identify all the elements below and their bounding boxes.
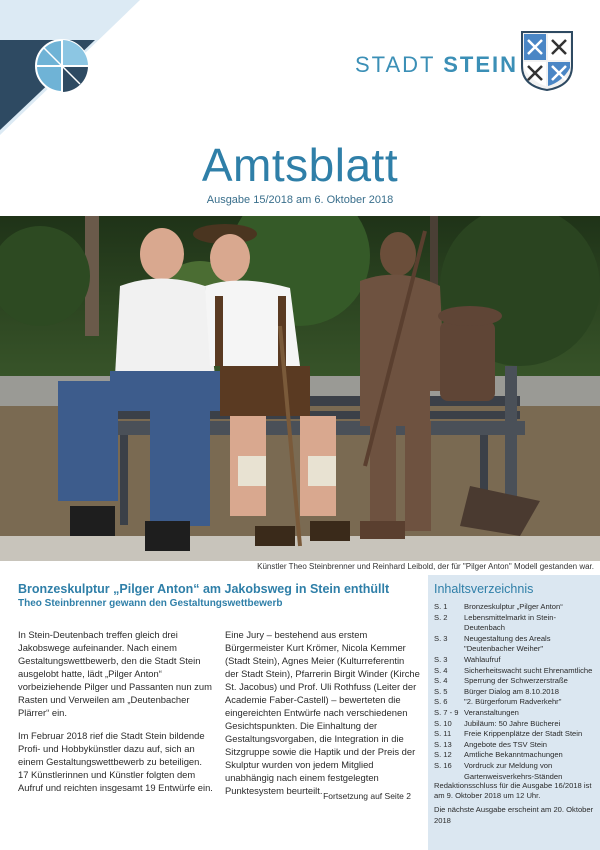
toc-page: S. 7 - 9 bbox=[434, 707, 459, 717]
brand-wordmark bbox=[355, 52, 518, 78]
toc-item[interactable] bbox=[434, 740, 596, 751]
toc-item[interactable] bbox=[434, 750, 596, 761]
toc-page: S. 3 bbox=[434, 633, 448, 643]
toc-list bbox=[434, 602, 596, 782]
toc-page: S. 4 bbox=[434, 676, 448, 686]
toc-text: Freie Krippenplätze der Stadt Stein bbox=[464, 729, 583, 739]
city-logo-corner bbox=[0, 0, 140, 135]
toc-text: Jubiläum: 50 Jahre Bücherei bbox=[464, 718, 561, 728]
toc-item[interactable] bbox=[434, 708, 596, 719]
cover-photo bbox=[0, 216, 600, 561]
toc-text: Amtliche Bekanntmachungen bbox=[464, 750, 563, 760]
page-title: Amtsblatt bbox=[201, 139, 399, 191]
article-paragraph: Im Februar 2018 rief die Stadt Stein bildende Profi- und Hobbykünstler dazu auf, sich an einem Gestaltungswettbewerb zu beteiligen. 17 Künstlerinnen und Künstler folgten dem Aufruf und reichten insgesamt 19 Entwürfe ein. bbox=[18, 730, 213, 793]
article-column-2 bbox=[225, 628, 420, 807]
toc-item[interactable] bbox=[434, 602, 596, 613]
toc-page: S. 4 bbox=[434, 665, 448, 675]
article-headline: Bronzeskulptur „Pilger Anton“ am Jakobsweg in Stein enthüllt bbox=[18, 582, 390, 596]
toc-text: Bürger Dialog am 8.10.2018 bbox=[464, 686, 559, 696]
toc-title: Inhaltsverzeichnis bbox=[434, 582, 534, 596]
toc-text: Sperrung der Schwerzerstraße bbox=[464, 676, 568, 686]
toc-text: Neugestaltung des Areals "Deutenbacher Weiher" bbox=[464, 633, 551, 654]
toc-page: S. 5 bbox=[434, 686, 448, 696]
toc-page: S. 6 bbox=[434, 697, 448, 707]
toc-page: S. 13 bbox=[434, 739, 452, 749]
toc-page: S. 11 bbox=[434, 729, 452, 739]
deadline-note: Redaktionsschluss für die Ausgabe 16/2018 ist am 9. Oktober 2018 um 12 Uhr. bbox=[434, 781, 592, 801]
article-paragraph: In Stein-Deutenbach treffen gleich drei Jakobswege aufeinander. Nach einem Gestaltungswettbewerb, den die Stadt Stein ausgelobt hatte, lädt „Pilger Anton“ vorbeiziehende Pilger und Passanten nun zum Rasten und Verweilen am „Deutenbacher Plärrer“ ein. bbox=[18, 629, 212, 718]
toc-page: S. 1 bbox=[434, 602, 448, 611]
toc-text: Sicherheitswacht sucht Ehrenamtliche bbox=[464, 665, 593, 675]
toc-page: S. 16 bbox=[434, 760, 452, 770]
coat-of-arms-icon bbox=[520, 30, 574, 92]
toc-text: Lebensmittelmarkt in Stein-Deutenbach bbox=[464, 612, 557, 633]
toc-page: S. 12 bbox=[434, 750, 452, 760]
article-column-1 bbox=[18, 628, 213, 804]
toc-text: "2. Bürgerforum Radverkehr" bbox=[464, 697, 562, 707]
toc-item[interactable] bbox=[434, 761, 596, 782]
toc-item[interactable] bbox=[434, 729, 596, 740]
toc-item[interactable] bbox=[434, 676, 596, 687]
next-issue-note: Die nächste Ausgabe erscheint am 20. Oktober 2018 bbox=[434, 805, 594, 825]
toc-text: Vordruck zur Meldung von Gartenweisverkehrs-Ständen bbox=[464, 760, 563, 781]
toc-page: S. 10 bbox=[434, 718, 452, 728]
article-subhead: Theo Steinbrenner gewann den Gestaltungswettbewerb bbox=[18, 598, 283, 609]
toc-item[interactable] bbox=[434, 613, 596, 634]
toc-item[interactable] bbox=[434, 666, 596, 677]
toc-notes bbox=[434, 781, 596, 830]
issue-info: Ausgabe 15/2018 am 6. Oktober 2018 bbox=[206, 194, 394, 206]
continued-link[interactable]: Fortsetzung auf Seite 2 bbox=[323, 791, 411, 801]
toc-item[interactable] bbox=[434, 634, 596, 655]
toc-text: Wahlaufruf bbox=[464, 654, 501, 664]
toc-page: S. 2 bbox=[434, 612, 448, 622]
toc-page: S. 3 bbox=[434, 654, 448, 664]
photo-caption: Künstler Theo Steinbrenner und Reinhard Leibold, der für "Pilger Anton" Modell gestanden war. bbox=[257, 562, 594, 571]
toc-text: Angebote des TSV Stein bbox=[464, 739, 548, 749]
toc-item[interactable] bbox=[434, 687, 596, 698]
toc-item[interactable] bbox=[434, 719, 596, 730]
brand-light: STADT bbox=[355, 52, 436, 77]
toc-text: Veranstaltungen bbox=[464, 707, 519, 717]
brand-bold: STEIN bbox=[443, 52, 519, 77]
toc-text: Bronzeskulptur „Pilger Anton“ bbox=[464, 602, 563, 611]
toc-item[interactable] bbox=[434, 655, 596, 666]
article-paragraph: Eine Jury – bestehend aus erstem Bürgermeister Kurt Krömer, Nicola Kemmer (Stadt Stein), Agnes Meier (Kulturreferentin der Stadt Stein), Pfarrerin Birgit Winder (Kirche St. Jacobus) und Prof. Uli Rothfuss (Leiter der Academie Faber-Castell) – bewerteten die eingereichten Entwürfe nach verschiedenen Gesichtspunkten. Die Einhaltung der Gestaltungsvorgaben, die Integration in die Sitzgruppe sowie die Haptik und der Preis der Skulptur wurden von jedem Mitglied unabhängig nach einem festgelegten Punktesystem beurteilt. bbox=[225, 629, 420, 796]
toc-item[interactable] bbox=[434, 697, 596, 708]
